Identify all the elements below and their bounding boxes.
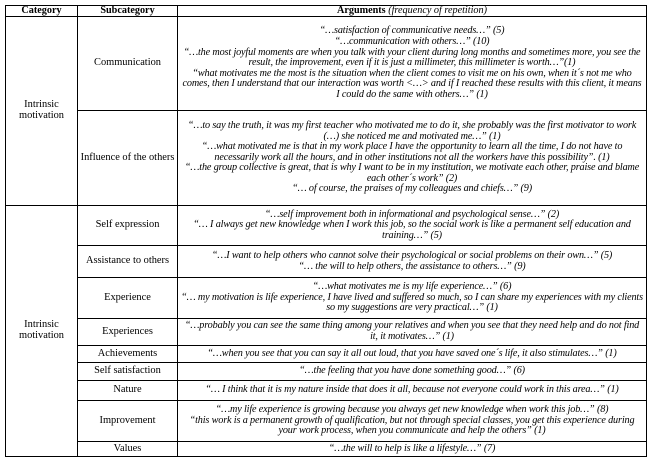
arguments-cell: [178, 206, 647, 246]
argument-quote: “… my motivation is life experience, I have lived and suffered so much, so I can share my experiences with my clients so my suggestions are very practical…” (1): [181, 291, 643, 314]
argument-quote: “…the feeling that you have done something good…” (6): [299, 365, 525, 377]
table-row: [6, 111, 647, 206]
argument-quote: “… the will to help others, the assistance to others…” (9): [298, 260, 526, 272]
arguments-cell: [178, 346, 647, 363]
argument-quote: “what motivates me the most is the situation when the client comes to visit me on his own, when it´s not me who comes, then I understand that our interaction was worth <…> and if I reached these results with this client, it means I could do the same with others…” (1): [182, 67, 642, 100]
subcategory-cell: Self expression: [78, 206, 178, 246]
subcategory-cell: Improvement: [78, 401, 178, 442]
header-arguments-label: Arguments: [336, 5, 386, 16]
argument-quote: “…the most joyful moments are when you talk with your client during long months and sometimes more, you see the result, the improvement, even if it is just a millimeter, this millimeter is worth…”(1): [183, 46, 641, 69]
table-row: [6, 442, 647, 457]
arguments-cell: [178, 278, 647, 319]
table-row: [6, 206, 647, 246]
argument-quote: “…the will to help is like a lifestyle…” (7): [328, 442, 496, 454]
header-arguments-note: (frequency of repetition): [388, 5, 488, 16]
argument-quote: “…satisfaction of communicative needs…” (5): [319, 25, 505, 37]
table-row: [6, 319, 647, 346]
subcategory-cell: Nature: [78, 381, 178, 401]
argument-quote: “…what motivates me is my life experience…” (6): [312, 281, 512, 293]
argument-quote: “this work is a permanent growth of qualification, but not through special classes, you get this experience during your work process, when you communicate and help the others” (1): [189, 414, 635, 437]
argument-quote: “…self improvement both in informational and psychological sense…” (2): [264, 208, 560, 220]
subcategory-cell: Influence of the others: [78, 111, 178, 206]
arguments-cell: [178, 111, 647, 206]
table-row: [6, 278, 647, 319]
table-row: [6, 17, 647, 111]
table-header-row: [6, 6, 647, 17]
argument-quote: “…my life experience is growing because you always get new knowledge when work this job…” (8): [215, 404, 609, 416]
arguments-cell: [178, 442, 647, 457]
table-row: [6, 346, 647, 363]
argument-quote: “…communication with others…” (10): [334, 36, 490, 48]
table-row: [6, 246, 647, 278]
header-category: Category: [6, 6, 78, 17]
category-cell: Intrinsic motivation: [6, 17, 78, 206]
subcategory-cell: Experience: [78, 278, 178, 319]
argument-quote: “… I think that it is my nature inside that does it all, because not everyone could work in this area…” (1): [205, 384, 619, 396]
argument-quote: “…when you see that you can say it all out loud, that you have saved one´s life, it also stimulates…” (1): [207, 347, 617, 359]
arguments-cell: [178, 246, 647, 278]
arguments-cell: [178, 381, 647, 401]
motivation-arguments-table: [5, 5, 647, 457]
argument-quote: “…probably you can see the same thing among your relatives and when you see that they need help and do not find it, it motivates…” (1): [184, 320, 640, 342]
category-cell: Intrinsic motivation: [6, 206, 78, 457]
header-arguments: [178, 6, 647, 17]
subcategory-cell: Achievements: [78, 346, 178, 363]
arguments-cell: [178, 401, 647, 442]
argument-quote: “…the group collective is great, that is why I want to be in my institution, we motivate each other, praise and blame each other´s work” (2): [184, 162, 640, 184]
subcategory-cell: Self satisfaction: [78, 363, 178, 381]
subcategory-cell: Communication: [78, 17, 178, 111]
table-row: [6, 363, 647, 381]
subcategory-cell: Values: [78, 442, 178, 457]
argument-quote: “…to say the truth, it was my first teacher who motivated me to do it, she probably was the first motivator to work (…) she noticed me and motivated me…” (1): [187, 119, 637, 142]
table-row: [6, 401, 647, 442]
argument-quote: “… of course, the praises of my colleagues and chiefs…” (9): [292, 183, 532, 195]
argument-quote: “…I want to help others who cannot solve their psychological or social problems on their own…” (5): [211, 249, 613, 261]
arguments-cell: [178, 363, 647, 381]
argument-quote: “…what motivated me is that in my work place I have the opportunity to learn all the time, I do not have to necessarily work all the hours, and in other institutions not all the workers have this possibility”. (1): [201, 141, 623, 163]
subcategory-cell: Assistance to others: [78, 246, 178, 278]
header-subcategory: Subcategory: [78, 6, 178, 17]
arguments-cell: [178, 319, 647, 346]
arguments-cell: [178, 17, 647, 111]
table-row: [6, 381, 647, 401]
subcategory-cell: Experiences: [78, 319, 178, 346]
argument-quote: “… I always get new knowledge when I work this job, so the social work is like a permanent self education and training…” (5): [193, 219, 631, 241]
